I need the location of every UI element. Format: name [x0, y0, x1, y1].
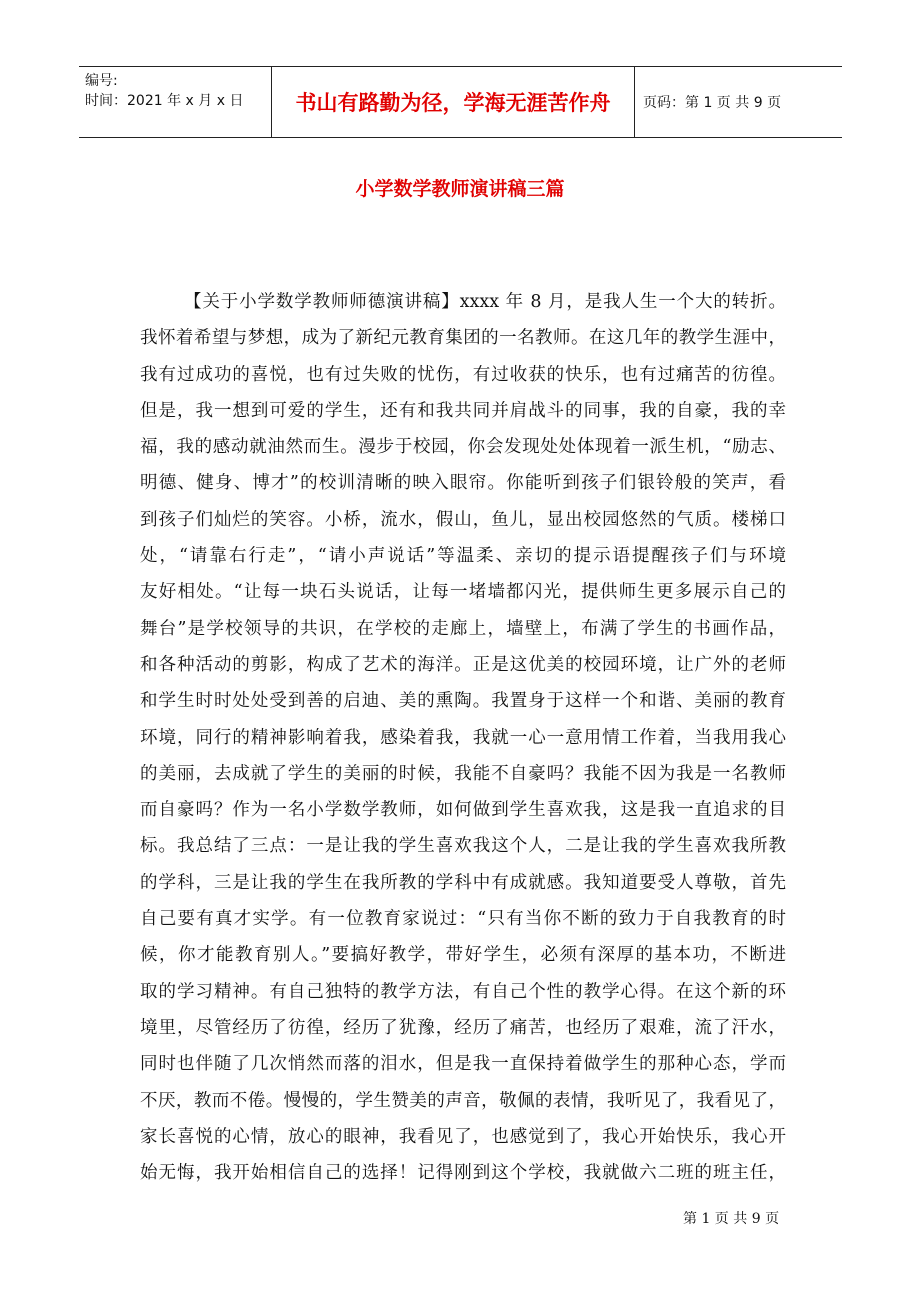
document-title: 小学数学教师演讲稿三篇 — [355, 178, 565, 200]
page-indicator: 页码：第 1 页 共 9 页 — [643, 95, 782, 111]
body-line: 我怀着希望与梦想，成为了新纪元教育集团的一名教师。在这几年的教学生涯中， — [140, 328, 786, 349]
body-line: 自己要有真才实学。有一位教育家说过：“只有当你不断的致力于自我教育的时 — [140, 909, 786, 930]
body-line: 而自豪吗？作为一名小学数学教师，如何做到学生喜欢我，这是我一直追求的目 — [140, 800, 786, 821]
document-body — [140, 284, 786, 1191]
body-line: 处，“请靠右行走”，“请小声说话”等温柔、亲切的提示语提醒孩子们与环境 — [140, 546, 786, 567]
document-header — [79, 66, 842, 138]
body-line: 但是，我一想到可爱的学生，还有和我共同并肩战斗的同事，我的自豪，我的幸 — [140, 400, 786, 421]
body-line: 标。我总结了三点：一是让我的学生喜欢我这个人，二是让我的学生喜欢我所教 — [140, 836, 786, 857]
body-line: 的学科，三是让我的学生在我所教的学科中有成就感。我知道要受人尊敬，首先 — [140, 872, 786, 893]
body-line: 始无悔，我开始相信自己的选择！记得刚到这个学校，我就做六二班的班主任， — [140, 1163, 786, 1184]
body-line: 我有过成功的喜悦，也有过失败的忧伤，有过收获的快乐，也有过痛苦的彷徨。 — [140, 364, 786, 385]
body-line: 明德、健身、博才”的校训清晰的映入眼帘。你能听到孩子们银铃般的笑声，看 — [140, 473, 786, 494]
body-line: 的美丽，去成就了学生的美丽的时候，我能不自豪吗？我能不因为我是一名教师 — [140, 763, 786, 784]
body-line: 环境，同行的精神影响着我，感染着我，我就一心一意用情工作着，当我用我心 — [140, 727, 786, 748]
number-label: 编号: — [85, 73, 118, 89]
body-line: 舞台”是学校领导的共识，在学校的走廊上，墙壁上，布满了学生的书画作品， — [140, 618, 786, 639]
page-footer: 第 1 页 共 9 页 — [683, 1211, 780, 1227]
body-line: 友好相处。“让每一块石头说话，让每一堵墙都闪光，提供师生更多展示自己的 — [140, 582, 786, 603]
body-line: 到孩子们灿烂的笑容。小桥，流水，假山，鱼儿，显出校园悠然的气质。楼梯口 — [140, 509, 786, 530]
body-line: 和各种活动的剪影，构成了艺术的海洋。正是这优美的校园环境，让广外的老师 — [140, 654, 786, 675]
body-line: 境里，尽管经历了彷徨，经历了犹豫，经历了痛苦，也经历了艰难，流了汗水， — [140, 1017, 786, 1038]
body-line: 取的学习精神。有自己独特的教学方法，有自己个性的教学心得。在这个新的环 — [140, 981, 786, 1002]
body-line: 同时也伴随了几次悄然而落的泪水，但是我一直保持着做学生的那种心态，学而 — [140, 1054, 786, 1075]
header-motto: 书山有路勤为径，学海无涯苦作舟 — [272, 67, 635, 137]
body-line: 福，我的感动就油然而生。漫步于校园，你会发现处处体现着一派生机，“励志、 — [140, 437, 786, 458]
body-line: 家长喜悦的心情，放心的眼神，我看见了，也感觉到了，我心开始快乐，我心开 — [140, 1126, 786, 1147]
body-line: 候，你才能教育别人。”要搞好教学，带好学生，必须有深厚的基本功，不断进 — [140, 945, 786, 966]
body-line: 【关于小学数学教师师德演讲稿】xxxx 年 8 月，是我人生一个大的转折。 — [184, 292, 786, 312]
header-meta — [79, 67, 272, 137]
body-line: 和学生时时处处受到善的启迪、美的熏陶。我置身于这样一个和谐、美丽的教育 — [140, 691, 786, 712]
date-label: 时间：2021 年 x 月 x 日 — [85, 93, 244, 109]
body-line: 不厌，教而不倦。慢慢的，学生赞美的声音，敬佩的表情，我听见了，我看见了， — [140, 1090, 786, 1111]
